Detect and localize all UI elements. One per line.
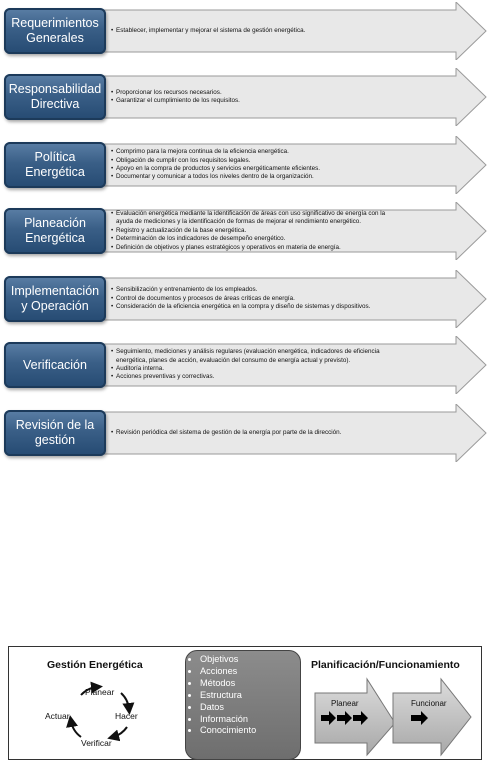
requirement-row [0,270,488,328]
row-label-text: Política Energética [25,150,85,179]
bullet-item: • Obligación de cumplir con los requisitos legales. [112,157,432,165]
requirement-row [0,2,488,60]
bullet-item: • Evaluación energética mediante la identificación de áreas con uso significativo de energía con la ayuda de mediciones y la identificación de formas de mejorar el rendimiento energético. [112,210,432,227]
row-label-text: Responsabilidad Directiva [8,82,102,111]
bullet-item: • Acciones preventivas y correctivas. [112,373,432,381]
center-item: • Estructura [200,690,300,702]
bullet-item: • Apoyo en la compra de productos y servicios energéticamente eficientes. [112,165,432,173]
row-label [4,208,106,254]
center-item: • Información [200,714,300,726]
row-bullets [112,210,432,252]
requirement-row [0,404,488,462]
bullet-item: • Establecer, implementar y mejorar el sistema de gestión energética. [112,27,432,35]
center-item: • Objetivos [200,654,300,666]
bullet-item: • Proporcionar los recursos necesarios. [112,89,432,97]
bullet-item: • Garantizar el cumplimiento de los requisitos. [112,97,432,105]
row-label-text: Requerimientos Generales [11,16,99,45]
row-label [4,410,106,456]
requirement-row [0,136,488,194]
row-label [4,74,106,120]
cycle-right: Hacer [115,711,138,721]
bullet-item: • Seguimiento, mediciones y análisis regulares (evaluación energética, indicadores de eficiencia energética, planes de acción, evaluación del consumo de energía actual y previsto). [112,348,432,365]
requirement-row [0,336,488,394]
arrow1-label: Planear [331,699,359,708]
center-items-box [185,650,301,760]
bullet-item: • Sensibilización y entrenamiento de los empleados. [112,286,432,294]
row-bullets [112,348,432,382]
arrow2-label: Funcionar [411,699,447,708]
bullet-item: • Determinación de los indicadores de desempeño energético. [112,235,432,243]
cycle-bottom: Verificar [81,738,112,748]
center-item: • Conocimiento [200,725,300,737]
center-item: • Datos [200,702,300,714]
cycle-top: Planear [85,687,115,697]
row-label [4,342,106,388]
bullet-item: • Control de documentos y procesos de áreas críticas de energía. [112,295,432,303]
row-label-text: Verificación [23,357,87,372]
row-label [4,276,106,322]
center-item: • Métodos [200,678,300,690]
cycle-left: Actuar [45,711,70,721]
bullet-item: • Auditoría interna. [112,365,432,373]
bullet-item: • Documentar y comunicar a todos los niveles dentro de la organización. [112,173,432,181]
row-label [4,8,106,54]
bullet-item: • Registro y actualización de la base energética. [112,227,432,235]
row-label-text: Planeación Energética [24,216,86,245]
bullet-item: • Definición de objetivos y planes estratégicos y operativos en materia de energía. [112,244,432,252]
center-item: • Acciones [200,666,300,678]
bullet-item: • Consideración de la eficiencia energética en la compra y diseño de sistemas y dispositivos. [112,303,432,311]
row-bullets [112,27,432,35]
row-label [4,142,106,188]
row-bullets [112,148,432,182]
center-items-list [186,651,300,737]
row-label-text: Revisión de la gestión [15,418,95,447]
right-title: Planificación/Funcionamiento [311,659,460,671]
requirement-row [0,68,488,126]
row-bullets [112,286,432,311]
row-bullets [112,89,432,106]
requirement-row [0,202,488,260]
left-title: Gestión Energética [47,659,143,671]
row-label-text: Implementación y Operación [10,284,100,313]
bullet-item: • Revisión periódica del sistema de gestión de la energía por parte de la dirección. [112,429,432,437]
row-bullets [112,429,432,437]
bullet-item: • Comprimo para la mejora continua de la eficiencia energética. [112,148,432,156]
